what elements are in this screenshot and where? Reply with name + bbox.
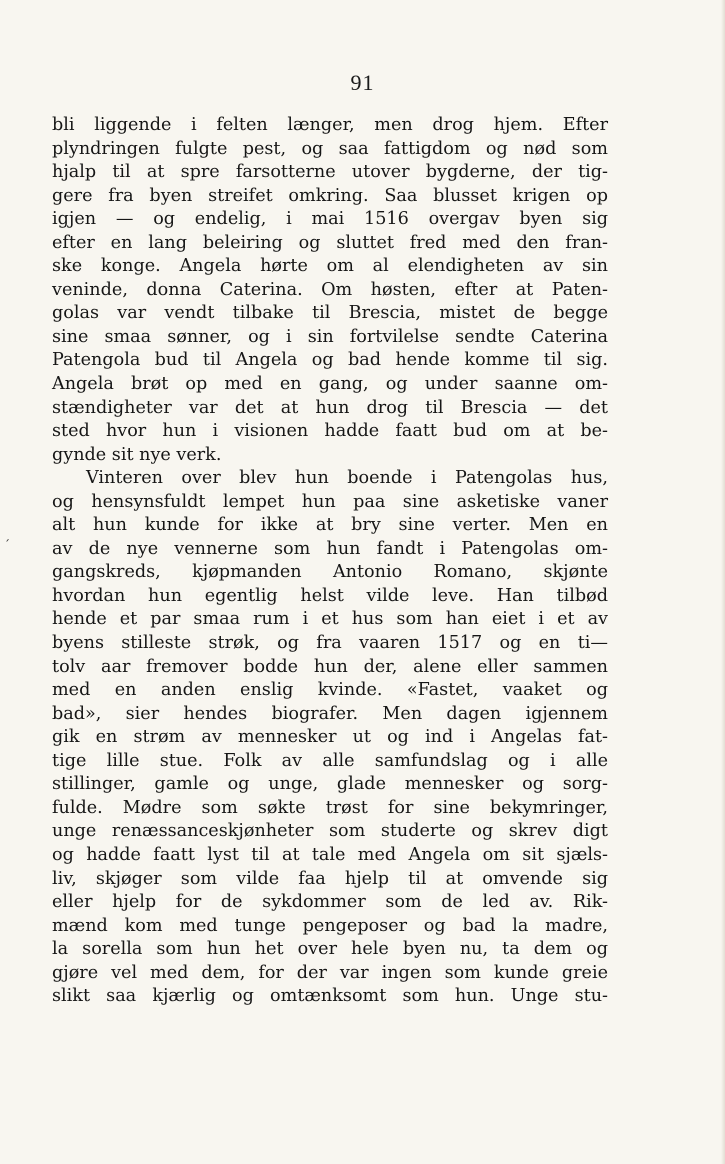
text-line: efter en lang beleiring og sluttet fred med den fran-: [52, 232, 608, 253]
text-line: stændigheter var det at hun drog til Brescia — det: [52, 397, 608, 418]
text-line: fulde. Mødre som søkte trøst for sine bekymringer,: [52, 797, 608, 818]
text-line: byens stilleste strøk, og fra vaaren 1517 og en ti—: [52, 633, 608, 654]
text-line: plyndringen fulgte pest, og saa fattigdom og nød som: [52, 138, 608, 159]
text-line: unge renæssanceskjønheter som studerte og skrev digt: [52, 821, 608, 842]
text-line: hvordan hun egentlig helst vilde leve. Han tilbød: [52, 585, 608, 606]
text-line: hjalp til at spre farsotterne utover bygderne, der tig-: [52, 162, 608, 183]
text-line: Angela brøt op med en gang, og under saanne om-: [52, 374, 608, 395]
text-line: sted hvor hun i visionen hadde faatt bud om at be-: [52, 421, 608, 442]
text-line: Patengola bud til Angela og bad hende komme til sig.: [52, 350, 608, 371]
body-text: [52, 114, 608, 1009]
text-line: tolv aar fremover bodde hun der, alene eller sammen: [52, 656, 608, 677]
text-line: eller hjelp for de sykdommer som de led av. Rik-: [52, 892, 608, 913]
text-line: gik en strøm av mennesker ut og ind i Angelas fat-: [52, 727, 608, 748]
text-line: liv, skjøger som vilde faa hjelp til at omvende sig: [52, 868, 608, 889]
text-line: Vinteren over blev hun boende i Patengolas hus,: [86, 468, 608, 489]
text-line: sine smaa sønner, og i sin fortvilelse sendte Caterina: [52, 326, 608, 347]
text-line: og hadde faatt lyst til at tale med Angela om sit sjæls-: [52, 844, 608, 865]
text-line: gynde sit nye verk.: [52, 444, 222, 465]
text-line: hende et par smaa rum i et hus som han eiet i et av: [52, 609, 608, 630]
text-line: bad», sier hendes biografer. Men dagen igjennem: [52, 703, 608, 724]
text-line: stillinger, gamle og unge, glade mennesker og sorg-: [52, 774, 608, 795]
text-line: la sorella som hun het over hele byen nu, ta dem og: [52, 939, 608, 960]
text-line: veninde, donna Caterina. Om høsten, efter at Paten-: [52, 279, 608, 300]
text-line: tige lille stue. Folk av alle samfundslag og i alle: [52, 750, 608, 771]
text-line: gjøre vel med dem, for der var ingen som kunde greie: [52, 962, 608, 983]
page-number: 91: [350, 70, 375, 95]
text-line: av de nye vennerne som hun fandt i Patengolas om-: [52, 538, 608, 559]
text-line: mænd kom med tunge pengeposer og bad la madre,: [52, 915, 608, 936]
text-line: med en anden enslig kvinde. «Fastet, vaaket og: [52, 680, 608, 701]
margin-mark: ˊ: [4, 538, 10, 552]
text-line: gangskreds, kjøpmanden Antonio Romano, skjønte: [52, 562, 608, 583]
text-line: slikt saa kjærlig og omtænksomt som hun. Unge stu-: [52, 986, 608, 1007]
text-line: og hensynsfuldt lempet hun paa sine asketiske vaner: [52, 491, 608, 512]
text-line: gere fra byen streifet omkring. Saa blusset krigen op: [52, 185, 608, 206]
text-line: ske konge. Angela hørte om al elendigheten av sin: [52, 256, 608, 277]
page-edge: [721, 0, 725, 1164]
text-line: alt hun kunde for ikke at bry sine verter. Men en: [52, 515, 608, 536]
text-line: bli liggende i felten længer, men drog hjem. Efter: [52, 115, 608, 135]
text-line: igjen — og endelig, i mai 1516 overgav byen sig: [52, 209, 608, 230]
text-line: golas var vendt tilbake til Brescia, mistet de begge: [52, 303, 608, 324]
